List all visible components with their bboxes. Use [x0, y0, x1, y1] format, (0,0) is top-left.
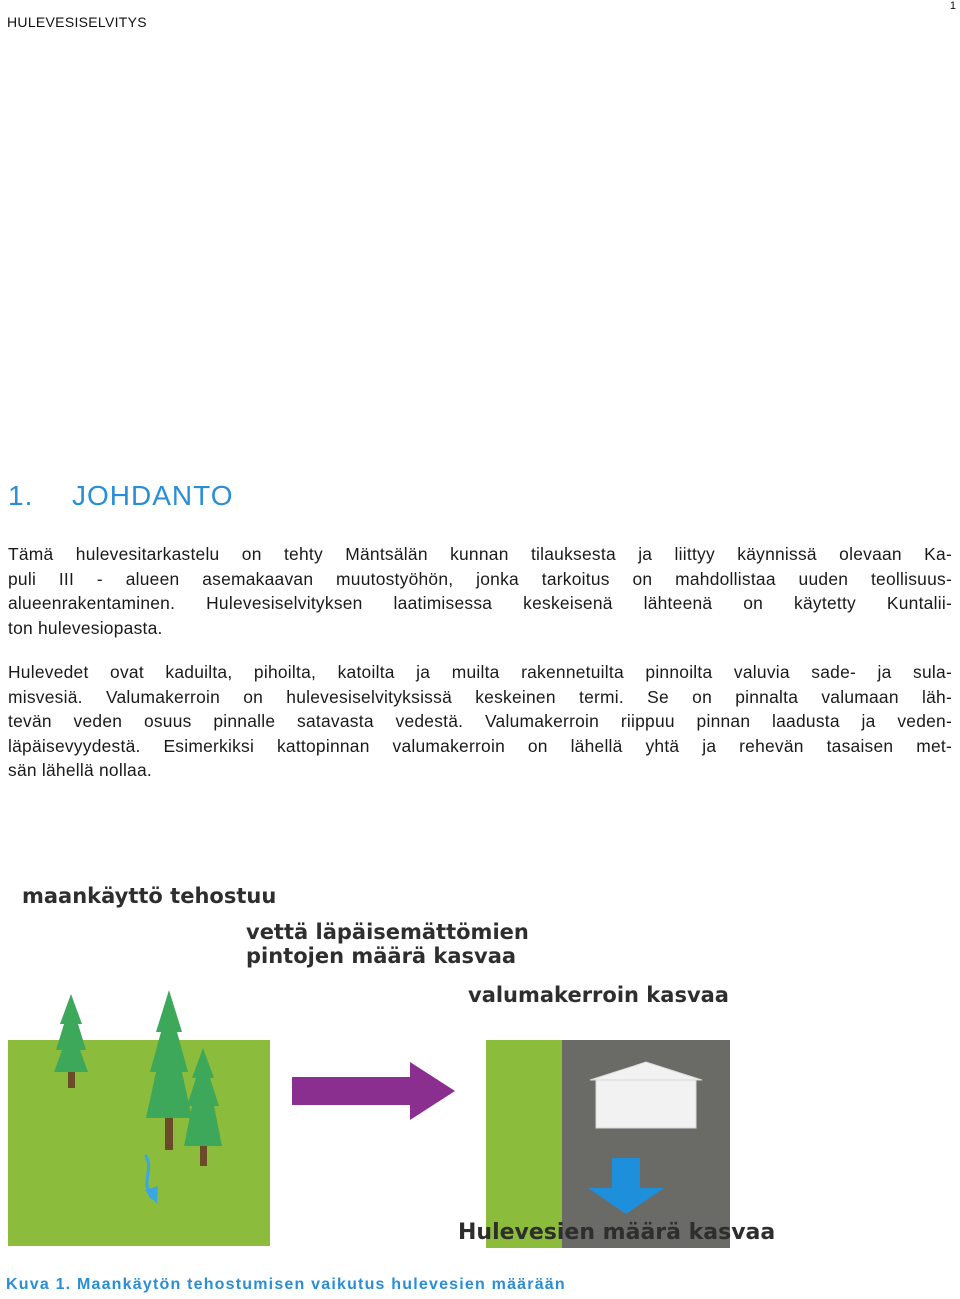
- right-arrow-icon: [292, 1062, 455, 1120]
- label-runoff: valumakerroin kasvaa: [468, 983, 729, 1007]
- land-use-figure: [0, 872, 960, 1252]
- text-line: tevän veden osuus pinnalle satavasta vedestä. Valumakerroin riippuu pinnan laadusta ja veden-: [8, 711, 952, 732]
- label-stormwater: Hulevesien määrä kasvaa: [458, 1220, 776, 1245]
- figure-caption: Kuva 1. Maankäytön tehostumisen vaikutus hulevesien määrään: [6, 1276, 566, 1293]
- section-heading: [8, 480, 234, 512]
- grass-area: [8, 1040, 270, 1246]
- running-header: HULEVESISELVITYS: [7, 14, 147, 30]
- paragraph-stormwater: [8, 660, 952, 783]
- page-number: 1: [949, 0, 956, 12]
- text-line: sän lähellä nollaa.: [8, 760, 152, 781]
- section-title: JOHDANTO: [72, 480, 234, 511]
- text-line: misvesiä. Valumakerroin on hulevesiselvityksissä keskeinen termi. Se on pinnalta valumaan läh-: [8, 686, 952, 707]
- text-line: läpäisevyydestä. Esimerkiksi kattopinnan valumakerroin on lähellä yhtä ja rehevän tasaisen met-: [8, 735, 952, 756]
- grass-strip: [486, 1040, 562, 1248]
- text-line: puli III - alueen asemakaavan muutostyöhön, jonka tarkoitus on mahdollistaa uuden teollisuus-: [8, 568, 952, 589]
- section-number: 1.: [8, 480, 34, 511]
- label-impervious-line1: vettä läpäisemättömien: [246, 920, 529, 944]
- text-line: alueenrakentaminen. Hulevesiselvityksen laatimisessa keskeisenä lähteenä on käytetty Kuntalii-: [8, 593, 952, 614]
- paragraph-intro: [8, 542, 952, 640]
- label-land-use: maankäyttö tehostuu: [22, 884, 277, 908]
- text-line: Tämä hulevesitarkastelu on tehty Mäntsälän kunnan tilauksesta ja liittyy käynnissä olevaan Ka-: [8, 544, 952, 564]
- text-line: ton hulevesiopasta.: [8, 617, 163, 638]
- text-line: Hulevedet ovat kaduilta, pihoilta, katoilta ja muilta rakennetuilta pinnoilta valuvia sade- ja sula-: [8, 662, 952, 682]
- label-impervious-line2: pintojen määrä kasvaa: [246, 944, 517, 968]
